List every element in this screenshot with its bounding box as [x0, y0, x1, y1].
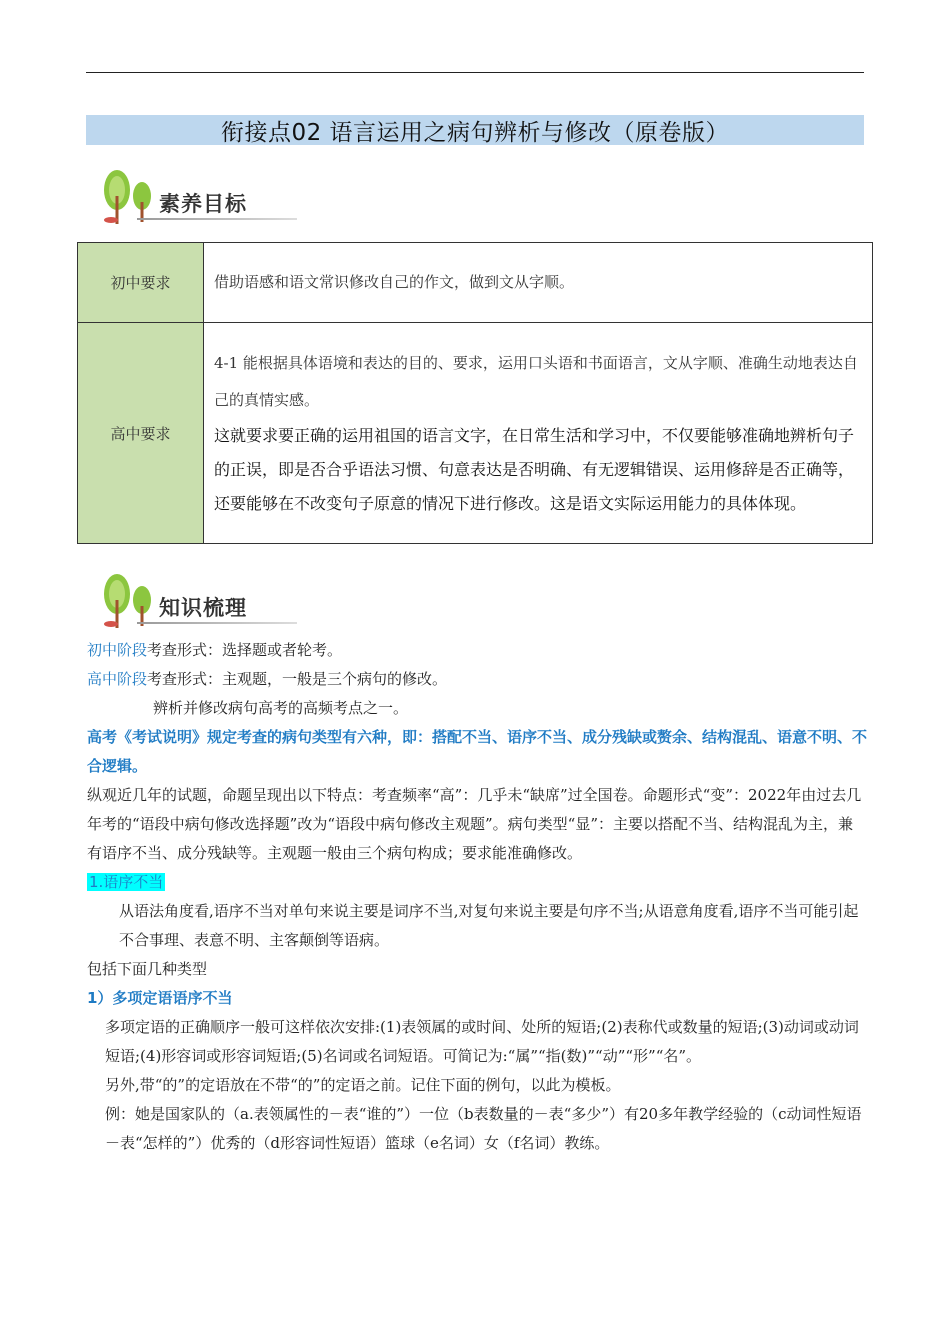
- senior-stage-line: [87, 665, 867, 694]
- junior-requirement-label: 初中要求: [78, 243, 204, 323]
- de-rule: 另外,带“的”的定语放在不带“的”的定语之前。记住下面的例句，以此为模板。: [105, 1076, 621, 1094]
- section-underline: [137, 218, 297, 220]
- section-header-knowledge: [97, 572, 297, 632]
- junior-stage-line: [87, 636, 867, 665]
- senior-text-2: 这就要求要正确的运用祖国的语言文字，在日常生活和学习中，不仅要能够准确地辨析句子的正误，即是否合乎语法习惯、句意表达是否明确、有无逻辑错误、运用修辞是否正确等，还要能够在不改变句子原意的情况下进行修改。这是语文实际运用能力的具体体现。: [214, 426, 855, 513]
- section-title-knowledge: 知识梳理: [159, 596, 247, 620]
- highlighted-heading: 1.语序不当: [89, 873, 164, 891]
- section-underline: [137, 622, 297, 624]
- gaokao-note: 高考《考试说明》规定考查的病句类型有六种，即：搭配不当、语序不当、成分残缺或赘余、结构混乱、语意不明、不合逻辑。: [87, 728, 868, 775]
- senior-text-1: 4-1 能根据具体语境和表达的目的、要求，运用口头语和书面语言，文从字顺、准确生动地表达自己的真情实感。: [214, 354, 858, 409]
- table-row: [78, 243, 873, 323]
- junior-stage-label: 初中阶段: [87, 641, 148, 659]
- subheading-multi-attributive: 1）多项定语语序不当: [87, 989, 233, 1007]
- freq-note: 辨析并修改病句高考的高频考点之一。: [153, 699, 409, 717]
- table-row: [78, 323, 873, 544]
- requirements-table: [77, 242, 873, 544]
- example-sentence: 例：她是国家队的（a.表领属性的－表“谁的”）一位（b表数量的－表“多少”）有20多年教学经验的（c动词性短语－表“怎样的”）优秀的（d形容词性短语）篮球（e名词）女（f名词）教练。: [105, 1105, 862, 1152]
- senior-requirement-label: 高中要求: [78, 323, 204, 544]
- senior-stage-label: 高中阶段: [87, 670, 148, 688]
- senior-stage-text: 考查形式：主观题，一般是三个病句的修改。: [147, 670, 448, 688]
- section-title-goals: 素养目标: [159, 192, 247, 216]
- senior-requirement-text: [204, 323, 873, 544]
- page-title: 衔接点02 语言运用之病句辨析与修改（原卷版）: [86, 115, 864, 145]
- section-header-goals: [97, 168, 297, 228]
- trend-paragraph: 纵观近几年的试题，命题呈现出以下特点：考查频率“高”：几乎未“缺席”过全国卷。命题形式“变”：2022年由过去几年考的“语段中病句修改选择题”改为“语段中病句修改主观题”。病句类型“显”：主要以搭配不当、结构混乱为主，兼有语序不当、成分残缺等。主观题一般由三个病句构成；要求能准确修改。: [87, 786, 862, 862]
- header-rule: [86, 72, 864, 73]
- junior-text: 借助语感和语文常识修改自己的作文，做到文从字顺。: [214, 273, 575, 291]
- types-intro: 包括下面几种类型: [87, 960, 208, 978]
- word-order-paragraph: 从语法角度看,语序不当对单句来说主要是词序不当,对复句来说主要是句序不当;从语意角度看,语序不当可能引起不合事理、表意不明、主客颠倒等语病。: [119, 902, 859, 949]
- order-rule: 多项定语的正确顺序一般可这样依次安排:(1)表领属的或时间、处所的短语;(2)表称代或数量的短语;(3)动词或动词短语;(4)形容词或形容词短语;(5)名词或名词短语。可简记为:“属”“指(数)”“动”“形”“名”。: [105, 1018, 859, 1065]
- heading-word-order: [87, 868, 867, 897]
- knowledge-body: [87, 636, 867, 1158]
- junior-requirement-text: [204, 243, 873, 323]
- junior-stage-text: 考查形式：选择题或者轮考。: [147, 641, 343, 659]
